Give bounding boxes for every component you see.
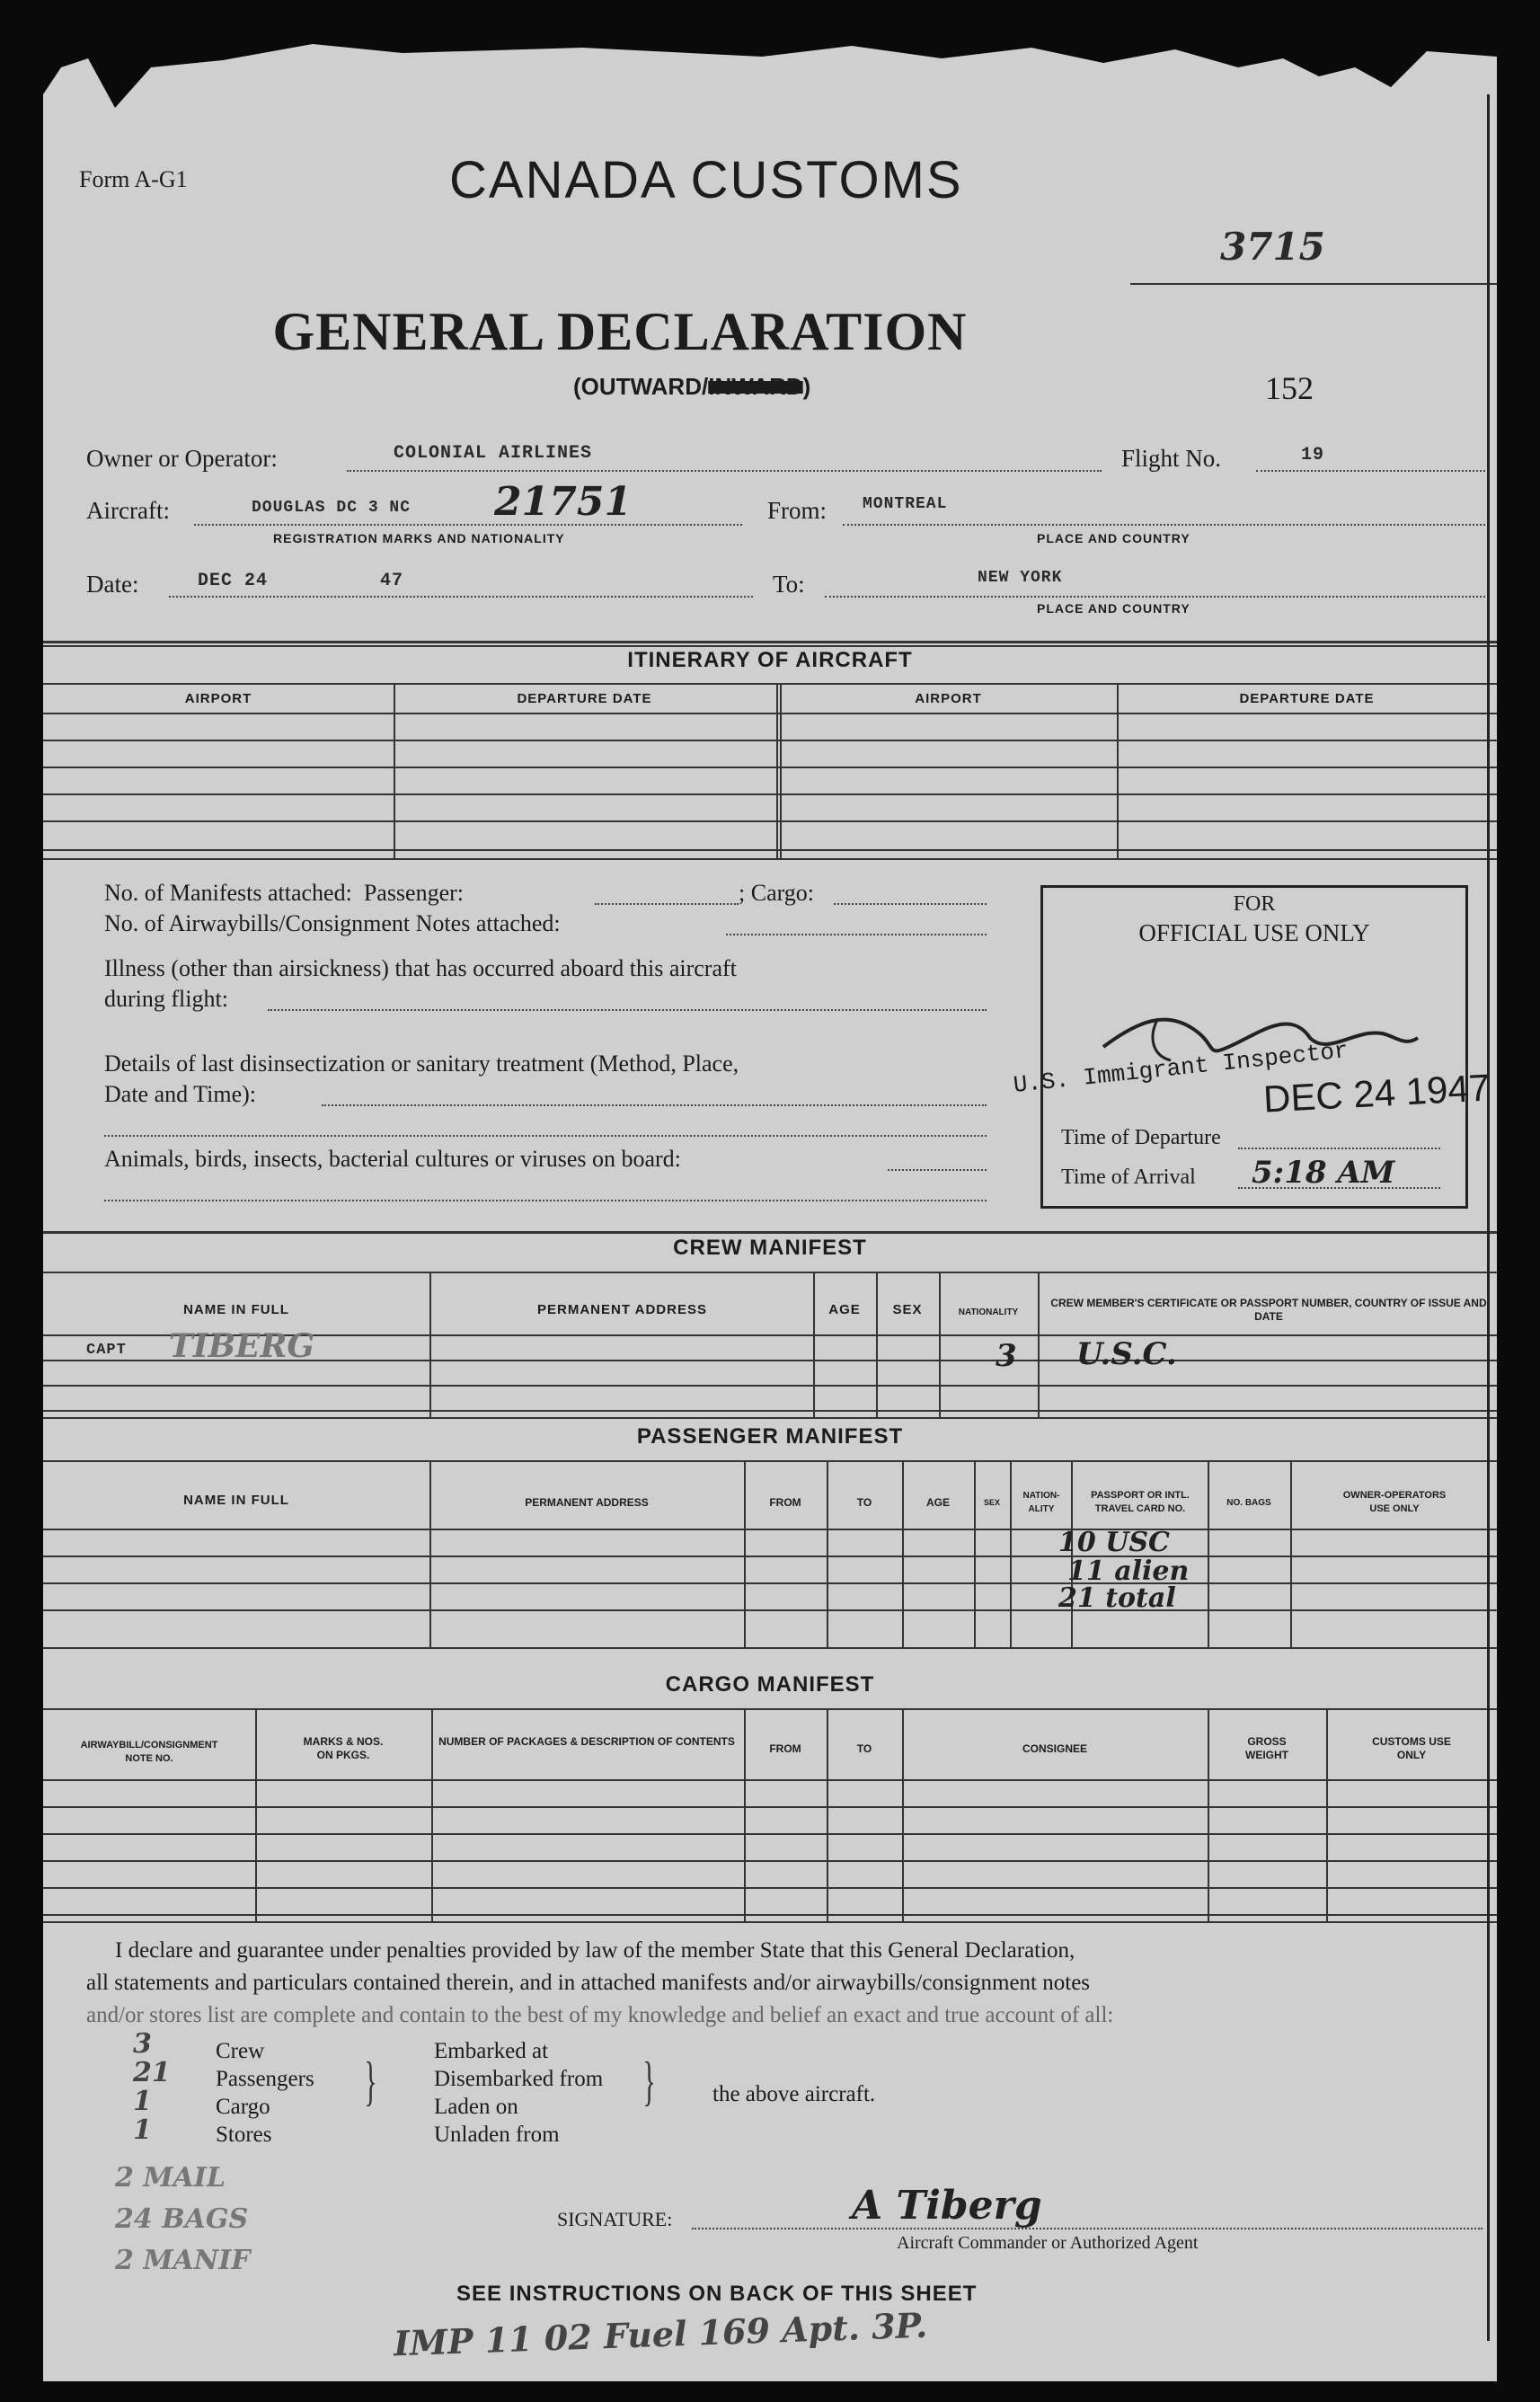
signature-value: A Tiberg [852,2183,1042,2229]
cargo-row-line [43,1887,1497,1889]
hand-extra-bags: 24 BAGS [115,2203,249,2235]
to-line [825,596,1485,598]
reference-number: 152 [1265,370,1314,406]
cargo-header-rule [43,1708,1497,1710]
arrival-label: Time of Arrival [1061,1166,1196,1189]
cargo-row-line [43,1833,1497,1835]
cargo-col-divider [827,1708,828,1921]
hand-extra-manif: 2 MANIF [115,2245,251,2276]
cargo-col-customs: CUSTOMS USE ONLY [1372,1735,1451,1761]
declaration-list-mid [434,2037,603,2149]
cargo-row-line [43,1806,1497,1808]
itinerary-title: ITINERARY OF AIRCRAFT [627,648,913,672]
list-laden: Laden on [434,2095,518,2119]
itinerary-row-line [43,767,1497,768]
declaration-form [43,40,1497,2381]
itinerary-header-rule [43,683,1497,685]
animals-label: Animals, birds, insects, bacterial cultures or viruses on board: [104,1146,681,1172]
passenger-col-divider [1290,1460,1292,1647]
airwaybills-line [726,934,987,935]
cargo-col-packages: NUMBER OF PACKAGES & DESCRIPTION OF CONTENTS [438,1735,735,1748]
cargo-col-to: TO [856,1742,872,1755]
list-passengers: Passengers [216,2067,314,2091]
crew-row-line [43,1385,1497,1387]
list-crew: Crew [216,2039,265,2063]
passenger-note-alien: 11 alien [1067,1556,1190,1587]
date-month: DEC 24 [198,571,269,591]
itinerary-top-rule [43,641,1497,643]
crew-col-nationality: NATIONALITY [958,1307,1019,1317]
list-disembarked: Disembarked from [434,2067,604,2091]
official-title: OFFICIAL USE ONLY [1138,919,1370,946]
passenger-col-bags: NO. BAGS [1226,1498,1271,1508]
cargo-row-line [43,1860,1497,1862]
crew-row-nationality: U.S.C. [1076,1336,1177,1372]
passenger-row-line [43,1582,1497,1584]
flight-value: 19 [1301,445,1325,465]
list-unladen: Unladen from [434,2123,560,2147]
itinerary-row-line [43,849,1497,851]
header-rule [1130,283,1497,285]
disinsect-line [322,1104,987,1106]
itinerary-bottom-rule [43,858,1497,860]
owner-value: COLONIAL AIRLINES [394,443,593,464]
illness-label: Illness (other than airsickness) that has occurred aboard this aircraft [104,955,737,981]
serial-number: 3715 [1220,225,1325,269]
cargo-col-consignee: CONSIGNEE [1022,1742,1087,1755]
crew-col-divider [1038,1272,1040,1417]
cargo-col-divider [902,1708,904,1921]
passenger-col-passport: PASSPORT OR INTL. TRAVEL CARD NO. [1091,1490,1190,1514]
crew-row-prefix: CAPT [86,1342,127,1359]
crew-row-name: TIBERG [169,1327,315,1365]
cargo-bottom-rule [43,1921,1497,1923]
declaration-text-3: and/or stores list are complete and contain to the best of my knowledge and belief an exact and true account of all: [86,2003,1114,2027]
cargo-col-from: FROM [769,1742,801,1755]
crew-col-divider [876,1272,878,1417]
cargo-col-divider [255,1708,257,1921]
official-for: FOR [1233,892,1276,916]
to-caption: PLACE AND COUNTRY [1037,601,1190,616]
passenger-row-line [43,1556,1497,1557]
list-cargo: Cargo [216,2095,270,2119]
hand-count-passengers: 21 [133,2057,171,2088]
hand-count-stores: 1 [133,2114,152,2146]
passenger-col-divider [1208,1460,1209,1647]
brace-left-icon: } [364,2052,377,2111]
departure-line [1238,1148,1440,1149]
cargo-col-weight: GROSS WEIGHT [1245,1735,1288,1761]
right-edge-rule [1487,94,1490,2341]
passenger-col-from: FROM [769,1496,801,1509]
from-value: MONTREAL [863,495,948,513]
list-embarked: Embarked at [434,2039,549,2063]
passenger-col-divider [902,1460,904,1647]
from-line [843,524,1485,526]
passenger-col-divider [1010,1460,1012,1647]
itinerary-col-divider [776,683,778,858]
signature-caption: Aircraft Commander or Authorized Agent [897,2233,1199,2253]
itinerary-col-departure-1: DEPARTURE DATE [517,691,652,706]
itinerary-row-line [43,713,1497,714]
itinerary-col-divider [1117,683,1119,858]
date-year: 47 [380,571,404,591]
cargo-row-line [43,1914,1497,1916]
inspector-stamp: U.S. Immigrant Inspector [1012,1036,1350,1099]
disinsect-label-2: Date and Time): [104,1081,256,1107]
manifests-label: No. of Manifests attached: Passenger: [104,880,465,906]
passenger-col-divider [827,1460,828,1647]
flight-line [1256,470,1485,472]
itinerary-col-divider [780,683,782,858]
itinerary-col-departure-2: DEPARTURE DATE [1239,691,1375,706]
itinerary-top-rule-2 [43,645,1497,647]
passenger-col-divider [974,1460,976,1647]
cargo-col-marks: MARKS & NOS. ON PKGS. [303,1735,384,1761]
illness-label-2: during flight: [104,986,228,1012]
list-stores: Stores [216,2123,272,2147]
itinerary-col-airport-1: AIRPORT [184,691,252,706]
arrival-value: 5:18 AM [1252,1155,1395,1191]
aircraft-registration: 21751 [494,479,633,525]
animals-line-2 [104,1200,987,1201]
aircraft-text: the above aircraft. [712,2082,876,2106]
itinerary-row-line [43,793,1497,795]
cargo-col-divider [1326,1708,1328,1921]
crew-col-sex: SEX [892,1302,923,1317]
cargo-col-divider [1208,1708,1209,1921]
form-title: GENERAL DECLARATION [272,302,968,361]
aircraft-type: DOUGLAS DC 3 NC [252,499,412,517]
declaration-list-left [216,2037,314,2149]
form-id: Form A-G1 [79,166,188,192]
from-label: From: [767,497,828,524]
cargo-line [834,903,987,905]
crew-title: CREW MANIFEST [673,1236,867,1260]
crew-col-divider [813,1272,815,1417]
illness-line [268,1009,987,1011]
form-subtitle: (OUTWARD/INWARD) [573,373,811,400]
disinsect-line-2 [104,1135,987,1137]
passenger-col-owner: OWNER-OPERATORS USE ONLY [1342,1490,1447,1514]
declaration-text-2: all statements and particulars contained therein, and in attached manifests and/or airwaybills/consignment notes [86,1971,1091,1995]
itinerary-row-line [43,740,1497,741]
passenger-col-address: PERMANENT ADDRESS [525,1496,649,1509]
animals-line [888,1169,987,1171]
passenger-col-divider [429,1460,431,1647]
struck-inward: INWARD [708,373,803,400]
crew-col-age: AGE [828,1302,861,1317]
brace-right-icon: } [642,2052,656,2111]
crew-top-rule [43,1231,1497,1234]
date-label: Date: [86,571,139,598]
aircraft-caption: REGISTRATION MARKS AND NATIONALITY [273,531,565,545]
cargo-title: CARGO MANIFEST [665,1672,875,1697]
passenger-note-usc: 10 USC [1058,1527,1170,1558]
airwaybills-label: No. of Airwaybills/Consignment Notes attached: [104,910,561,936]
cargo-row-line [43,1779,1497,1781]
hand-extra [115,2158,251,2282]
signature-line [692,2228,1482,2229]
passenger-note-total: 21 total [1058,1582,1176,1614]
itinerary-col-airport-2: AIRPORT [915,691,982,706]
hand-count-cargo: 1 [133,2086,152,2117]
cargo-col-divider [431,1708,433,1921]
itinerary-row-line [43,820,1497,822]
bottom-handwritten-note: IMP 11 02 Fuel 169 Apt. 3P. [393,2304,928,2364]
passenger-row-line [43,1609,1497,1611]
to-value: NEW YORK [978,569,1063,587]
date-line [169,596,753,598]
torn-edge-graphic [43,40,1497,112]
hand-extra-mail: 2 MAIL [115,2162,226,2194]
crew-col-certificate: CREW MEMBER'S CERTIFICATE OR PASSPORT NUMBER, COUNTRY OF ISSUE AND DATE [1050,1297,1487,1323]
crew-row-count: 3 [996,1338,1017,1374]
passenger-col-to: TO [856,1496,872,1509]
crew-col-divider [939,1272,941,1417]
hand-counts [133,2030,171,2145]
passenger-title: PASSENGER MANIFEST [636,1424,904,1449]
cargo-col-airwaybill: AIRWAYBILL/CONSIGNMENT NOTE NO. [80,1740,218,1764]
flight-label: Flight No. [1121,445,1222,472]
crew-header-rule [43,1272,1497,1273]
aircraft-label: Aircraft: [86,497,170,524]
passenger-col-age: AGE [925,1496,950,1509]
owner-line [347,470,1102,472]
aircraft-line [194,524,742,526]
cargo-col-divider [744,1708,746,1921]
passenger-col-name: NAME IN FULL [183,1493,289,1508]
crew-col-divider [429,1272,431,1417]
instructions-text: SEE INSTRUCTIONS ON BACK OF THIS SHEET [456,2282,978,2306]
to-label: To: [773,571,805,598]
passenger-col-sex: SEX [983,1498,1000,1507]
crew-col-address: PERMANENT ADDRESS [537,1302,707,1317]
declaration-text-1: I declare and guarantee under penalties provided by law of the member State that this General Declaration, [115,1938,1075,1963]
inspector-stamp-date: DEC 24 1947 [1261,1066,1491,1121]
itinerary-col-divider [394,683,395,858]
from-caption: PLACE AND COUNTRY [1037,531,1190,545]
disinsect-label: Details of last disinsectization or sanitary treatment (Method, Place, [104,1050,739,1077]
cargo-label: ; Cargo: [739,880,815,906]
crew-bottom-rule [43,1417,1497,1419]
agency-title: CANADA CUSTOMS [449,151,963,209]
passenger-col-nationality: NATION-ALITY [1022,1491,1060,1514]
signature-label: SIGNATURE: [557,2208,673,2230]
crew-col-name: NAME IN FULL [183,1302,289,1317]
passenger-col-divider [744,1460,746,1647]
passenger-bottom-rule [43,1647,1497,1649]
passenger-header-rule [43,1460,1497,1462]
passenger-line [595,903,739,905]
passenger-row-line [43,1529,1497,1530]
departure-label: Time of Departure [1061,1126,1221,1149]
owner-label: Owner or Operator: [86,445,278,472]
hand-count-crew: 3 [133,2028,152,2060]
crew-row-line [43,1410,1497,1412]
